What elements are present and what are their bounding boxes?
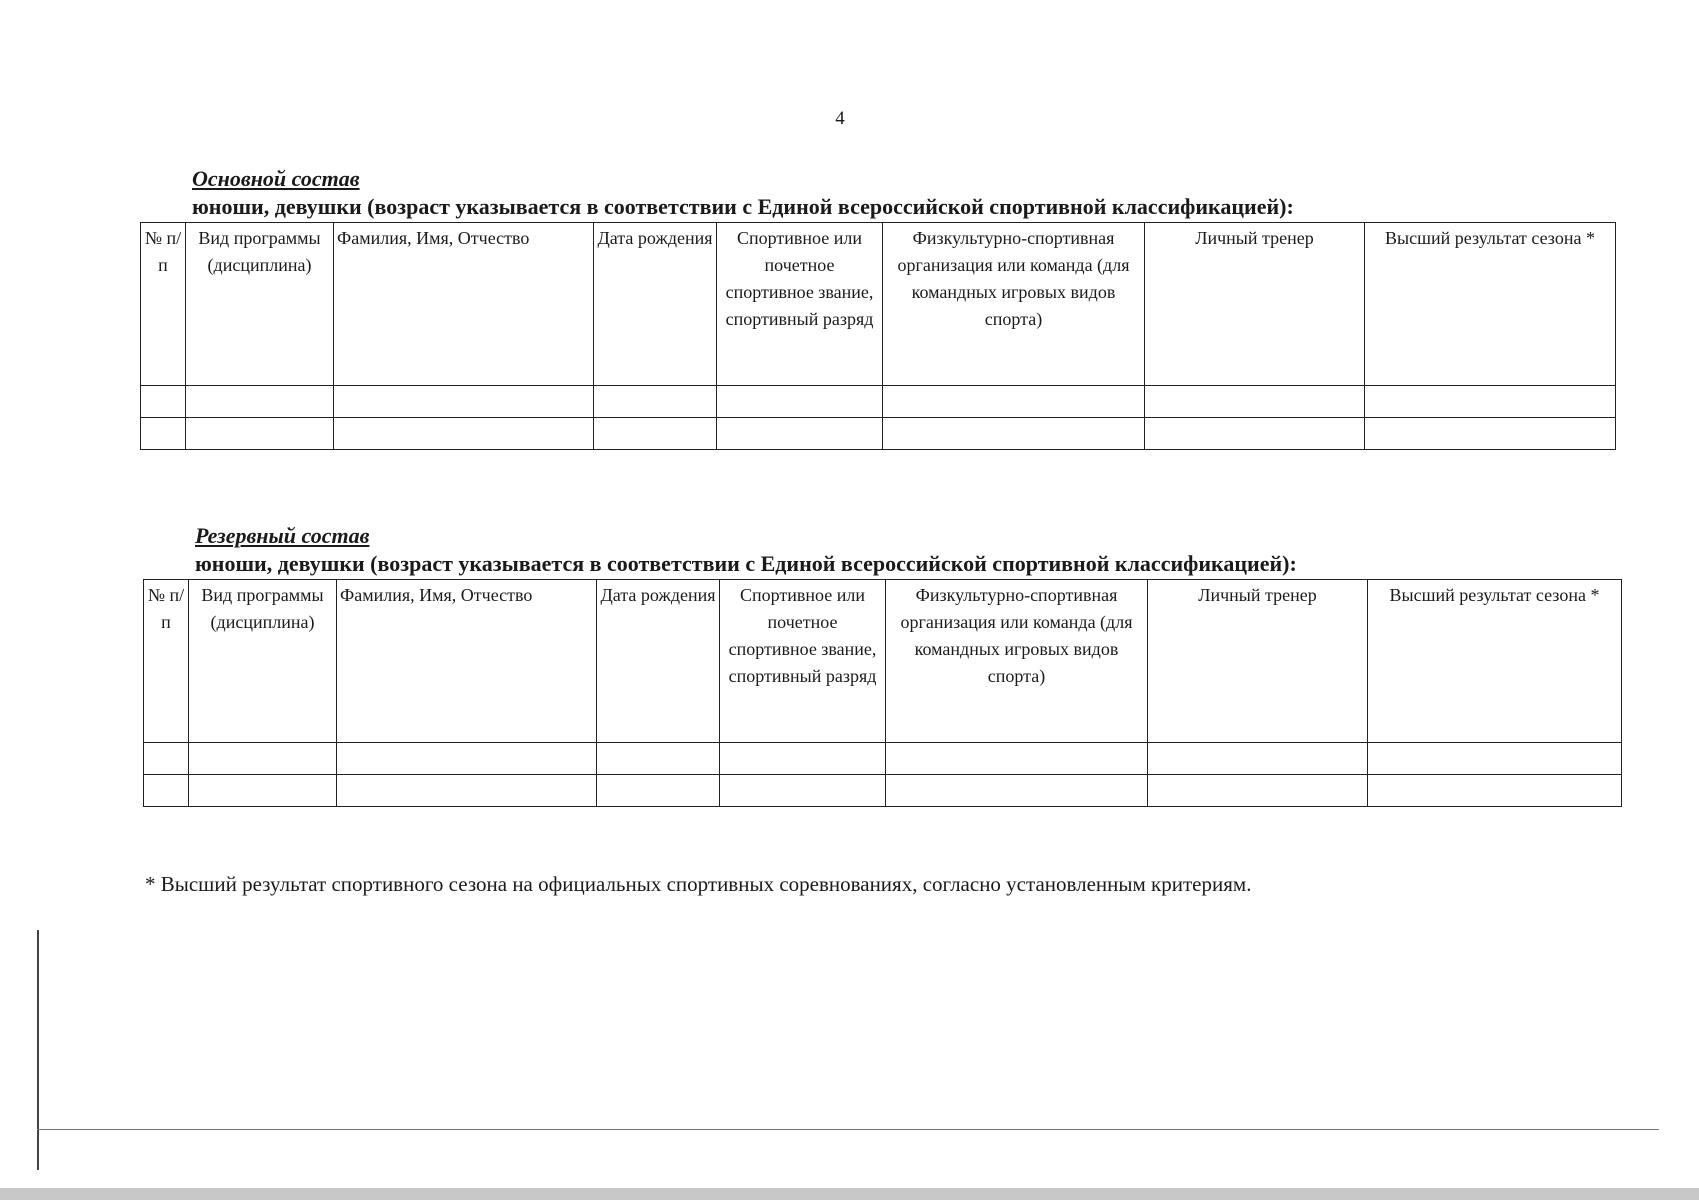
reserve-roster-section <box>143 522 1621 807</box>
table-cell[interactable] <box>337 743 597 775</box>
header-birth-date: Дата рождения <box>597 580 720 743</box>
table-cell[interactable] <box>886 743 1148 775</box>
table-cell[interactable] <box>883 418 1145 450</box>
table-cell[interactable] <box>144 743 189 775</box>
header-number: № п/п <box>141 223 186 386</box>
table-header-row <box>144 580 1622 743</box>
table-row <box>144 743 1622 775</box>
header-organization: Физкультурно-спортивная организация или команда (для командных игровых видов спорта) <box>886 580 1148 743</box>
section-title: Резервный состав <box>195 523 370 548</box>
table-cell[interactable] <box>597 743 720 775</box>
table-cell[interactable] <box>883 386 1145 418</box>
table-cell[interactable] <box>189 743 337 775</box>
header-discipline: Вид программы (дисциплина) <box>189 580 337 743</box>
table-cell[interactable] <box>1365 418 1616 450</box>
table-cell[interactable] <box>337 775 597 807</box>
table-cell[interactable] <box>189 775 337 807</box>
table-cell[interactable] <box>1365 386 1616 418</box>
table-cell[interactable] <box>886 775 1148 807</box>
footnote: * Высший результат спортивного сезона на официальных спортивных соревнованиях, согласно установленным критериям. <box>145 872 1252 896</box>
header-birth-date: Дата рождения <box>594 223 717 386</box>
header-discipline: Вид программы (дисциплина) <box>186 223 334 386</box>
header-sport-rank: Спортивное или почетное спортивное звание, спортивный разряд <box>720 580 886 743</box>
table-cell[interactable] <box>1368 743 1622 775</box>
table-cell[interactable] <box>334 386 594 418</box>
table-row <box>141 418 1616 450</box>
reserve-roster-table <box>143 579 1622 807</box>
header-best-result: Высший результат сезона * <box>1365 223 1616 386</box>
header-sport-rank: Спортивное или почетное спортивное звание, спортивный разряд <box>717 223 883 386</box>
header-coach: Личный тренер <box>1148 580 1368 743</box>
table-cell[interactable] <box>1145 386 1365 418</box>
table-cell[interactable] <box>334 418 594 450</box>
section-subtitle: юноши, девушки (возраст указывается в соответствии с Единой всероссийской спортивной классификацией): <box>192 194 1294 219</box>
scan-edge-line <box>37 930 39 1170</box>
table-cell[interactable] <box>717 386 883 418</box>
table-cell[interactable] <box>717 418 883 450</box>
table-row <box>144 775 1622 807</box>
table-cell[interactable] <box>720 775 886 807</box>
scan-bottom-line <box>37 1129 1659 1130</box>
table-cell[interactable] <box>144 775 189 807</box>
header-best-result: Высший результат сезона * <box>1368 580 1622 743</box>
table-cell[interactable] <box>597 775 720 807</box>
main-roster-section <box>140 165 1615 450</box>
table-cell[interactable] <box>720 743 886 775</box>
main-roster-table <box>140 222 1616 450</box>
header-organization: Физкультурно-спортивная организация или команда (для командных игровых видов спорта) <box>883 223 1145 386</box>
section-subtitle: юноши, девушки (возраст указывается в соответствии с Единой всероссийской спортивной классификацией): <box>195 551 1297 576</box>
header-full-name: Фамилия, Имя, Отчество <box>334 223 594 386</box>
header-coach: Личный тренер <box>1145 223 1365 386</box>
table-cell[interactable] <box>186 418 334 450</box>
table-cell[interactable] <box>594 418 717 450</box>
table-cell[interactable] <box>1145 418 1365 450</box>
header-full-name: Фамилия, Имя, Отчество <box>337 580 597 743</box>
table-cell[interactable] <box>1368 775 1622 807</box>
table-row <box>141 386 1616 418</box>
table-cell[interactable] <box>141 418 186 450</box>
table-cell[interactable] <box>1148 743 1368 775</box>
page-number: 4 <box>835 108 845 129</box>
section-title: Основной состав <box>192 166 360 191</box>
table-cell[interactable] <box>1148 775 1368 807</box>
table-header-row <box>141 223 1616 386</box>
scan-bottom-band <box>0 1188 1699 1200</box>
table-cell[interactable] <box>594 386 717 418</box>
table-cell[interactable] <box>186 386 334 418</box>
header-number: № п/п <box>144 580 189 743</box>
table-cell[interactable] <box>141 386 186 418</box>
